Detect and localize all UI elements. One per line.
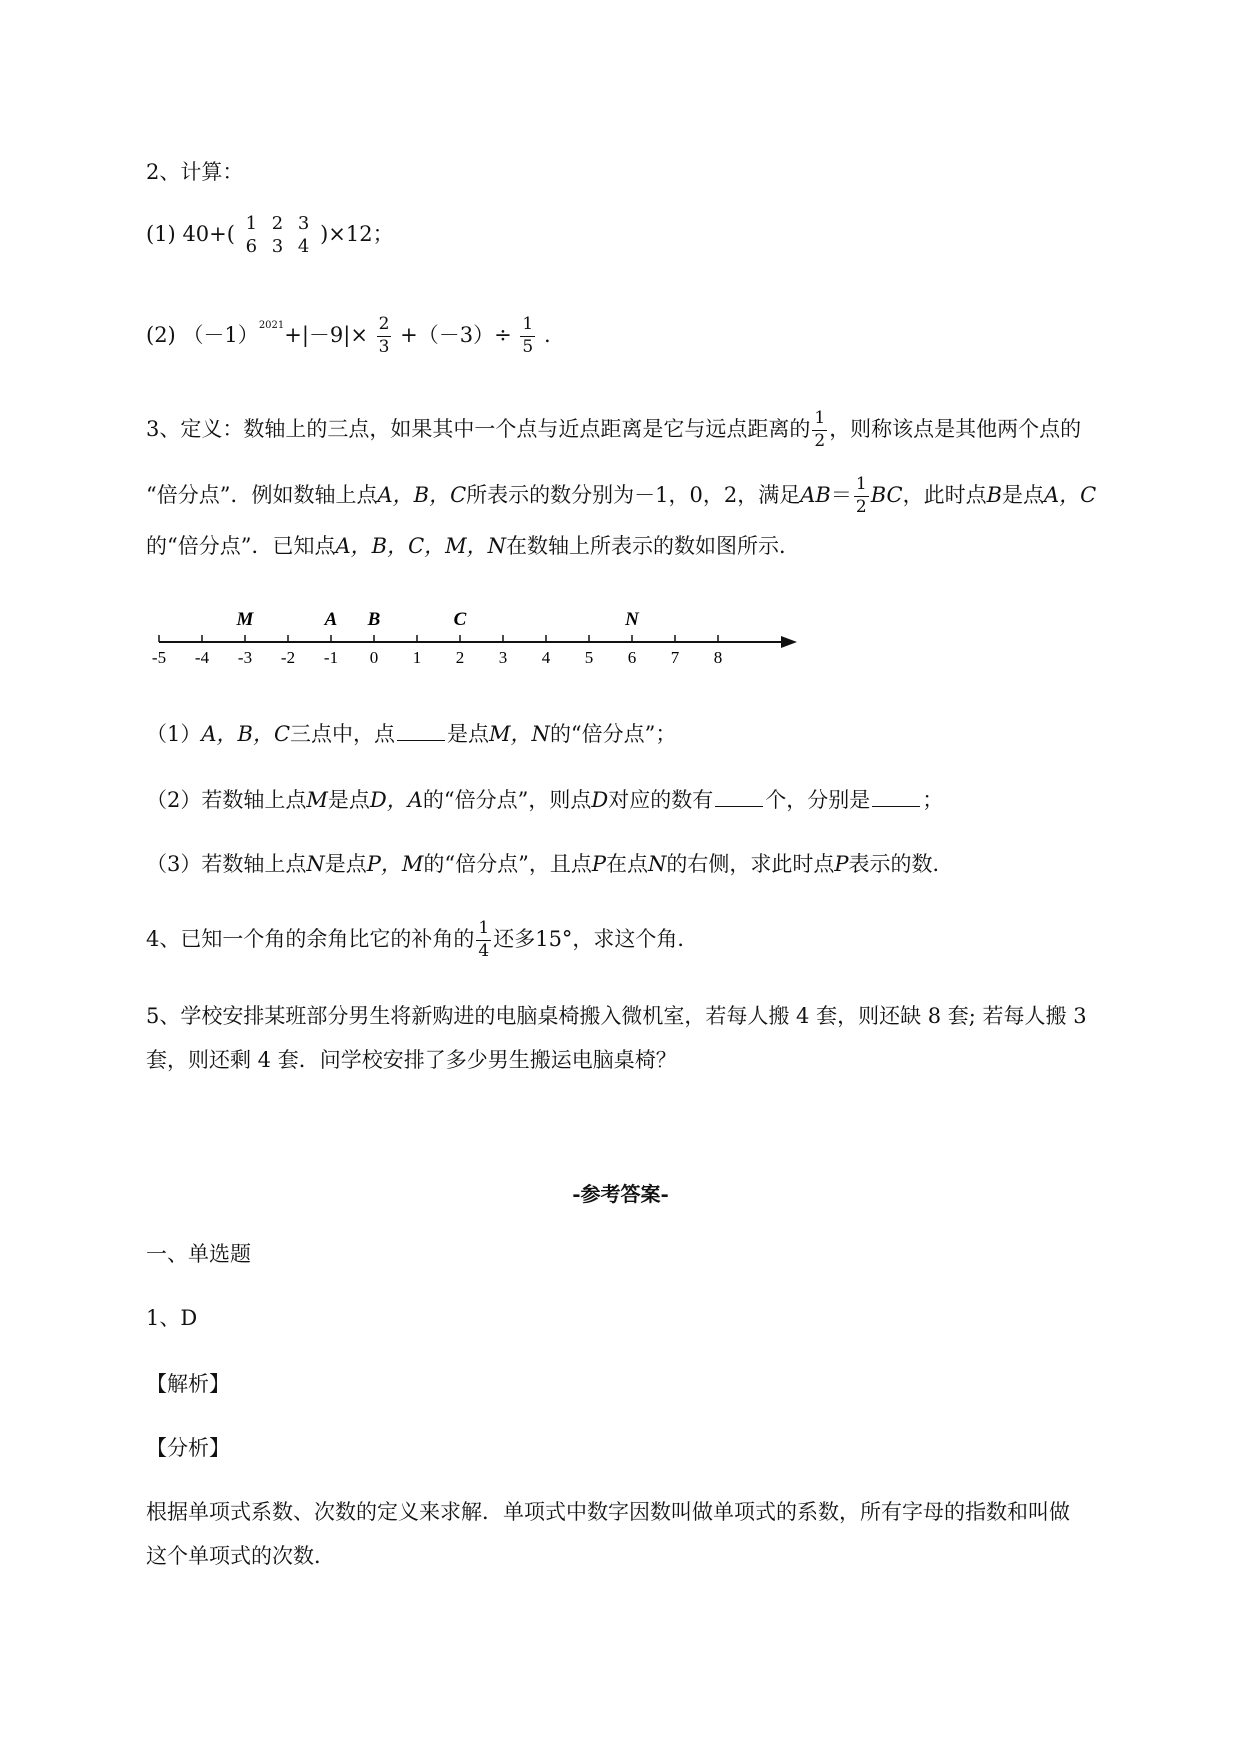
q4-b: 还多15°，求这个角． (493, 926, 699, 951)
q3-sub3 (146, 848, 954, 878)
q3-s3-j: P (834, 852, 849, 876)
q3-l1-text-b: ，则称该点是其他两个点的 (829, 416, 1082, 441)
q3-l3-b: A，B，C，M，N (335, 534, 507, 558)
number-line-tick-label: 5 (584, 648, 594, 667)
number-line-point-label: M (236, 609, 254, 630)
number-line-tick-label: 7 (670, 648, 680, 667)
q3-line2 (146, 476, 1096, 517)
q3-l2-e: ＝ (830, 482, 852, 507)
q3-s2-g: 对应的数有 (608, 788, 714, 812)
q4-frac: $\frac{1}{4}$ (478, 918, 490, 961)
q3-s2-blank-values[interactable] (872, 806, 920, 807)
q2-title: 2、计算： (146, 160, 244, 184)
q3-s2-c: 是点 (327, 788, 370, 812)
q3-s2-a: （2）若数轴上点 (146, 788, 307, 812)
q3-l3-c: 在数轴上所表示的数如图所示． (506, 534, 801, 558)
q4-line (146, 920, 698, 961)
answers-heading: -参考答案- (572, 1182, 669, 1206)
q3-s2-f: D (591, 788, 609, 812)
q3-s3-k: 表示的数． (848, 852, 954, 876)
answers-section: 一、单选题 (146, 1242, 251, 1266)
q3-s3-a: （3）若数轴上点 (146, 852, 307, 876)
q2-p1-label: (1) (146, 221, 176, 246)
q2-p2-lead: （－1） (182, 322, 259, 347)
q2-p2-exponent: 2021 (258, 319, 285, 331)
number-line-point-label: B (367, 609, 381, 630)
q3-line1 (146, 410, 1081, 451)
q3-s3-i: 的右侧，求此时点 (666, 852, 835, 876)
q3-s3-f: P (591, 852, 607, 876)
number-line-point-label: A (324, 609, 338, 630)
q3-s3-b: N (306, 852, 325, 876)
q4-a: 4、已知一个角的余角比它的补角的 (146, 926, 475, 951)
number-line-tick-label: 0 (369, 648, 379, 667)
number-line-tick-label: -2 (280, 648, 296, 667)
number-line-tick-label: -3 (237, 648, 253, 667)
number-line-tick-label: 8 (713, 648, 723, 667)
q2-p2-frac1: $\frac{2}{3}$ (378, 314, 390, 357)
q3-l2-j: 是点 (1002, 482, 1045, 507)
q3-l2-k: A，C (1044, 482, 1097, 507)
q3-s2-e: 的“倍分点”，则点 (422, 788, 592, 812)
q3-s1-c: 三点中，点 (290, 722, 396, 746)
q3-s3-c: 是点 (324, 852, 367, 876)
number-line-figure (145, 600, 805, 680)
q2-p2-mid1: +|－9|× (284, 322, 368, 347)
q2-part2 (146, 316, 551, 357)
q3-s2-d: D，A (369, 788, 423, 812)
q3-s3-e: 的“倍分点”，且点 (423, 852, 592, 876)
number-line-tick-label: 3 (498, 648, 508, 667)
q3-s2-blank-count[interactable] (715, 806, 763, 807)
number-line-tick-label: 6 (627, 648, 637, 667)
q3-l2-c: 所表示的数分别为－1，0，2，满足 (466, 482, 801, 507)
q3-l3-a: 的“倍分点”．已知点 (146, 534, 336, 558)
q5-line2: 套，则还剩 4 套．问学校安排了多少男生搬运电脑桌椅？ (146, 1048, 677, 1072)
q3-s1-e: M，N (489, 722, 550, 746)
number-line-tick-label: 2 (455, 648, 465, 667)
number-line-tick-label: -4 (194, 648, 210, 667)
q3-l1-frac: $\frac{1}{2}$ (814, 408, 826, 451)
q2-p2-frac2: $\frac{1}{5}$ (522, 314, 534, 357)
answers-item: 1、D (146, 1306, 198, 1330)
q3-s3-g: 在点 (606, 852, 649, 876)
q2-p2-label: (2) (146, 322, 176, 347)
number-line-arrow (781, 636, 797, 648)
q3-l2-g: BC (870, 482, 903, 507)
q3-s2-h: 个，分别是 (765, 788, 871, 812)
q3-s1-b: A，B，C (201, 722, 291, 746)
q3-l1-text-a: 3、定义：数轴上的三点，如果其中一个点与近点距离是它与远点距离的 (146, 416, 811, 441)
number-line-tick-label: -5 (151, 648, 167, 667)
number-line-tick-label: 4 (541, 648, 551, 667)
q5-line1: 5、学校安排某班部分男生将新购进的电脑桌椅搬入微机室，若每人搬 4 套，则还缺 8 套; 若每人搬 3 (146, 1004, 1087, 1028)
q2-p1-tail: )×12； (320, 221, 394, 246)
q3-sub1 (146, 718, 676, 748)
answers-text2: 这个单项式的次数． (146, 1544, 335, 1568)
q3-s1-blank[interactable] (397, 740, 445, 741)
q3-l2-d: AB (800, 482, 831, 507)
q2-p2-mid2: +（－3）÷ (400, 322, 512, 347)
q2-p1-lead: 40+( (182, 221, 235, 246)
q3-l2-h: ，此时点 (902, 482, 987, 507)
q3-l2-i: B (986, 482, 1003, 507)
number-line-tick-label: 1 (412, 648, 422, 667)
answers-fenxi: 【分析】 (146, 1436, 230, 1460)
q3-l2-a: “倍分点”．例如数轴上点 (146, 482, 378, 507)
q2-p1-frac1: 1 6 (245, 213, 258, 258)
answers-jiexi: 【解析】 (146, 1372, 230, 1396)
q2-p1-frac3: 3 4 (297, 213, 310, 258)
q3-s2-i: ； (922, 788, 944, 812)
q3-sub2 (146, 784, 943, 814)
q3-line3 (146, 530, 800, 560)
number-line-tick-label: -1 (323, 648, 339, 667)
q3-s3-d: P，M (366, 852, 424, 876)
q3-l2-frac: $\frac{1}{2}$ (855, 474, 867, 517)
q2-part1 (146, 212, 394, 259)
q3-s1-a: （1） (146, 722, 202, 746)
q3-s1-d: 是点 (447, 722, 490, 746)
number-line-point-label: C (453, 609, 467, 630)
q2-p1-frac2: 2 3 (271, 213, 284, 258)
q3-s3-h: N (648, 852, 667, 876)
q3-l2-b: A，B，C (377, 482, 467, 507)
q2-p2-tail: . (543, 322, 551, 347)
q3-s2-b: M (306, 788, 328, 812)
q3-s1-f: 的“倍分点”； (549, 722, 677, 746)
number-line-point-label: N (625, 609, 639, 630)
answers-text1: 根据单项式系数、次数的定义来求解．单项式中数字因数叫做单项式的系数，所有字母的指数和叫做 (146, 1500, 1070, 1524)
